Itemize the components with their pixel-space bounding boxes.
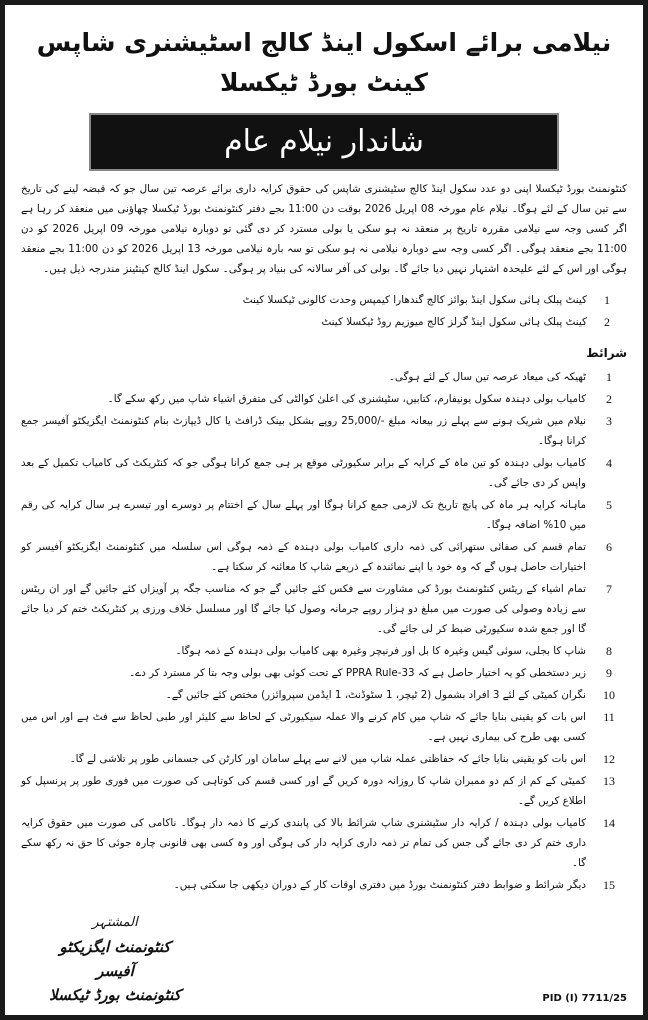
condition-text: کامیاب بولی دہندہ کو تین ماہ کے کرایہ کے برابر سکیورٹی موقع پر ہی جمع کرانا ہوگی جو کہ کنٹریکٹ کی کامیاب تکمیل کے بعد واپس کر دی جائے گی۔ bbox=[21, 457, 586, 489]
condition-number: 5 bbox=[606, 498, 612, 512]
condition-text: شاپ کا بجلی، سوئی گیس وغیرہ کا بل اور فرنیچر وغیرہ بھی کامیاب بولی دہندہ کے ذمہ ہوگا۔ bbox=[175, 645, 586, 657]
signature-block bbox=[40, 911, 190, 1007]
condition-text: ماہانہ کرایہ ہر ماہ کی پانچ تاریخ تک لازمی جمع کرانا ہوگا اور پہلے سال کے اختتام پر دوسرے اور تیسرے ہر سال کرایہ کی رقم میں 10% اضافہ ہوگا۔ bbox=[21, 499, 586, 531]
intro-paragraph: کنٹونمنٹ بورڈ ٹیکسلا اپنی دو عدد سکول اینڈ کالج سٹیشنری شاپس کی حقوق کرایہ داری برائے عرصہ تین سال جو کہ قبضہ لینے کی تاریخ سے تین سال کے لئے ہوگا۔ نیلام عام مورخہ 08 اپریل 2026 بوقت دن 11:00 بجے دفتر کنٹونمنٹ بورڈ ٹیکسلا چھاؤنی میں منعقد کر رہا ہے اگر کسی وجہ سے نیلامی مقررہ تاریخ پر منعقد نہ ہو سکی یا بولی مسترد کر دی گئی تو دوبارہ نیلامی مورخہ 09 اپریل 2026 کو دن 11:00 بجے منعقد ہوگی۔ اگر کسی وجہ سے دوبارہ نیلامی نہ ہو سکی تو سہ بارہ نیلامی مورخہ 13 اپریل 2026 کو دن 11:00 بجے منعقد ہوگی اور اس کے لئے علیحدہ اشتہار نہیں دیا جائے گا۔ بولی کی آفر سالانہ کی بنیاد پر ہوگی۔ سکول اینڈ کالج کینٹینز مندرجہ ذیل ہیں۔ bbox=[21, 183, 628, 275]
condition-item bbox=[21, 707, 632, 747]
conditions-list bbox=[21, 367, 632, 897]
condition-item bbox=[21, 389, 632, 409]
condition-text: نیلام میں شریک ہونے سے پہلے زر بیعانہ مبلغ -/25,000 روپے بشکل بینک ڈرافٹ یا کال ڈیپازٹ بنام کنٹونمنٹ ایگزیکٹو آفیسر جمع کرانا ہوگا۔ bbox=[21, 415, 586, 447]
headline-banner bbox=[89, 113, 559, 171]
condition-item bbox=[21, 495, 632, 535]
condition-number: 6 bbox=[606, 540, 612, 554]
schools-list bbox=[21, 289, 627, 333]
ad-title: نیلامی برائے اسکول اینڈ کالج اسٹیشنری شاپس کینٹ بورڈ ٹیکسلا bbox=[36, 28, 612, 97]
condition-number: 7 bbox=[606, 582, 612, 596]
pid-number: PID (I) 7711/25 bbox=[542, 993, 627, 1004]
condition-item bbox=[21, 641, 632, 661]
condition-text: تمام اشیاء کے ریٹس کنٹونمنٹ بورڈ کی مشاورت سے فکس کئے جائیں گے جو کہ مناسب جگہ پر آویزاں کئے جائیں گے اور ان ریٹس سے زیادہ وصولی کی صورت میں مبلغ دو ہزار روپے جرمانہ وصول کیا جائے گا اور مسلسل خلاف ورزی پر کنٹریکٹ ختم کر دیا جائے گا اور جمع شدہ سکیورٹی ضبط کر لی جائے گی۔ bbox=[21, 583, 586, 635]
item-number: 1 bbox=[604, 293, 610, 307]
list-item bbox=[21, 311, 627, 333]
condition-text: نگران کمیٹی کے لئے 3 افراد بشمول (2 ٹیچر، 1 سٹوڈنٹ، 1 ایڈمن سپروائزر) مختص کئے جائیں گے۔ bbox=[165, 689, 586, 701]
advertiser-label: المشتہر bbox=[92, 915, 138, 930]
condition-number: 1 bbox=[606, 370, 612, 384]
condition-number: 9 bbox=[606, 666, 612, 680]
condition-number: 3 bbox=[606, 414, 612, 428]
condition-text: زیر دستخطی کو یہ اختیار حاصل ہے کہ PPRA Rule-33 کے تحت کوئی بھی بولی وجہ بتا کر مسترد کر دے۔ bbox=[129, 667, 586, 679]
condition-item bbox=[21, 685, 632, 705]
condition-item bbox=[21, 537, 632, 577]
footer bbox=[16, 911, 632, 1007]
condition-item bbox=[21, 813, 632, 873]
condition-item bbox=[21, 367, 632, 387]
condition-text: اس بات کو یقینی بنایا جائے کہ حفاظتی عملہ شاپ میں لانے سے پہلے سامان اور کارٹن کی جسمانی طور پر تلاشی لے گا۔ bbox=[69, 753, 586, 765]
condition-item bbox=[21, 579, 632, 639]
list-item bbox=[21, 289, 627, 311]
condition-number: 14 bbox=[603, 816, 615, 830]
condition-text: اس بات کو یقینی بنایا جائے کہ شاپ میں کام کرنے والا عملہ سیکیورٹی کے لحاظ سے کلیئر اور طبی لحاظ سے فٹ ہے اور اس میں کسی بھی طرح کی بیماری نہیں ہے۔ bbox=[21, 711, 586, 743]
condition-number: 8 bbox=[606, 644, 612, 658]
condition-number: 12 bbox=[603, 752, 615, 766]
signatory-title: کنٹونمنٹ ایگزیکٹو آفیسر bbox=[59, 938, 171, 980]
condition-item bbox=[21, 749, 632, 769]
condition-item bbox=[21, 411, 632, 451]
condition-item bbox=[21, 453, 632, 493]
conditions-heading: شرائط bbox=[586, 346, 627, 360]
condition-number: 11 bbox=[603, 710, 615, 724]
condition-number: 10 bbox=[603, 688, 615, 702]
condition-number: 15 bbox=[603, 878, 615, 892]
school-name: کینٹ پبلک ہائی سکول اینڈ گرلز کالج میوزیم روڈ ٹیکسلا کینٹ bbox=[321, 316, 587, 328]
condition-text: کامیاب بولی دہندہ / کرایہ دار سٹیشنری شاپ شرائط بالا کی پابندی کرنے کا ذمہ دار ہوگا۔ ناکامی کی صورت میں حقوق کرایہ داری ختم کر دی جائے گی جس کی تمام تر ذمہ داری کرایہ دار کی ہوگی اور وہ کسی بھی قانونی چارہ جوئی کا حق نہ رکھ سکے گا۔ bbox=[21, 817, 586, 869]
condition-number: 13 bbox=[603, 774, 615, 788]
signatory-office: کنٹونمنٹ بورڈ ٹیکسلا bbox=[49, 986, 181, 1004]
condition-item bbox=[21, 771, 632, 811]
condition-number: 2 bbox=[606, 392, 612, 406]
condition-number: 4 bbox=[606, 456, 612, 470]
condition-item bbox=[21, 663, 632, 683]
condition-text: دیگر شرائط و ضوابط دفتر کنٹونمنٹ بورڈ میں دفتری اوقات کار کے دوران دیکھی جا سکتی ہیں۔ bbox=[173, 879, 586, 891]
condition-text: ٹھیکہ کی میعاد عرصہ تین سال کے لئے ہوگی۔ bbox=[388, 371, 586, 383]
banner-text: شاندار نیلام عام bbox=[224, 124, 424, 159]
condition-text: کامیاب بولی دہندہ سکول یونیفارم، کتابیں، سٹیشنری کی اعلیٰ کوالٹی کی متفرق اشیاء شاپ میں رکھ سکے گا۔ bbox=[107, 393, 586, 405]
condition-text: کمیٹی کے کم از کم دو ممبران شاپ کا روزانہ دورہ کریں گے اور کسی قسم کی کوتاہی کی صورت میں فوری طور پر پرنسپل کو اطلاع کریں گے۔ bbox=[21, 775, 586, 807]
item-number: 2 bbox=[604, 315, 610, 329]
condition-item bbox=[21, 875, 632, 895]
condition-text: تمام قسم کی صفائی ستھرائی کی ذمہ داری کامیاب بولی دہندہ کے ذمہ ہوگی اس سلسلہ میں کنٹونمنٹ ایگزیکٹو آفیسر کو اختیارات حاصل ہوں گے کہ وہ خود یا اپنے نمائندہ کے ذریعے شاپ کا معائنہ کر سکتا ہے۔ bbox=[21, 541, 586, 573]
school-name: کینٹ پبلک ہائی سکول اینڈ بوائز کالج گندھارا کیمپس وحدت کالونی ٹیکسلا کینٹ bbox=[242, 294, 587, 306]
